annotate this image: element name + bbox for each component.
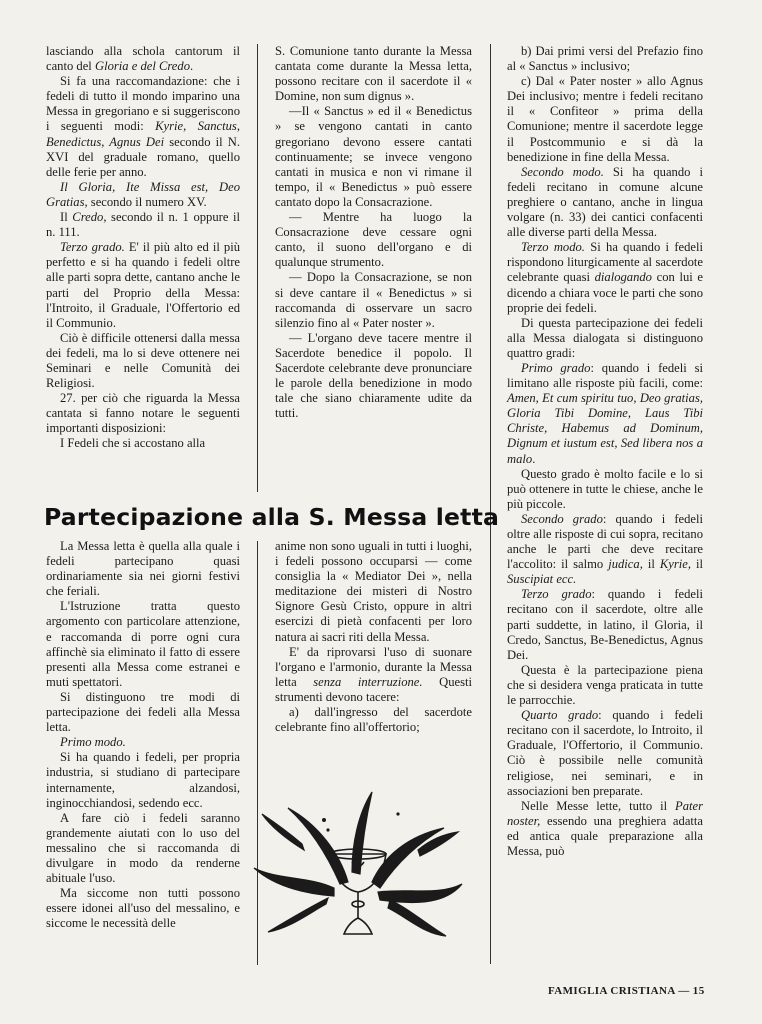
paragraph — [507, 799, 703, 859]
italic-text: Secondo grado — [521, 511, 603, 526]
section-headline: Partecipazione alla S. Messa letta — [44, 503, 500, 531]
paragraph — [275, 104, 472, 210]
text: A fare ciò i fedeli saranno grandemente aiutati con lo uso del messalino che si raccomanda di divulgare in modo da renderne abituale l'uso. — [46, 810, 240, 886]
text: anime non sono uguali in tutti i luoghi, i fedeli possono occuparsi — come consiglia la « Mediator Dei », nella meditazione dei misteri di Nostro Signore Gesù Cristo, oppure in altri esercizi di pietà confacenti per loro natura ai sacri riti della Messa. — [275, 539, 472, 644]
paragraph — [507, 587, 703, 662]
paragraph — [507, 74, 703, 165]
text: Ma siccome non tutti possono essere idonei all'uso del messalino, e siccome le necessità delle — [46, 886, 240, 931]
text: Di questa partecipazione dei fedeli alla Messa dialogata si distinguono quattro gradi: — [507, 315, 703, 360]
italic-text: Il Gloria, Ite Missa est, Deo Gratias, — [46, 179, 240, 209]
italic-text: Credo, — [72, 210, 107, 225]
chalice-illustration — [248, 784, 470, 960]
text: Questo grado è molto facile e lo si può ottenere in tutte le chiese, anche le più piccole. — [507, 466, 703, 511]
italic-text: judica, — [608, 557, 643, 572]
italic-text: Suscipiat ecc. — [507, 572, 577, 587]
italic-text: Pater noster, — [507, 798, 703, 828]
paragraph — [46, 750, 240, 810]
paragraph — [46, 331, 240, 391]
text: Si distinguono tre modi di partecipazione dei fedeli alla Messa letta. — [46, 689, 240, 735]
paragraph — [275, 44, 472, 104]
text: Il — [60, 210, 73, 225]
paragraph — [507, 708, 703, 799]
text: secondo il n. 1 oppure il n. 111. — [46, 210, 241, 240]
italic-text: Primo modo. — [60, 735, 126, 750]
italic-text: Amen, Et cum spiritu tuo, Deo gratias, Gloria Tibi Domine, Laus Tibi Christe, Habemus ad Dominum, Dignum et iustum est, Sed libera nos a malo — [507, 391, 703, 466]
text: E' il più alto ed il più perfetto e si ha quando i fedeli oltre alle parti sopra dette, cantano anche le parti del Proprio della Messa: l'Introito, il Graduale, l'Offertorio ed il Communio. — [46, 240, 240, 330]
column-top-left — [46, 44, 240, 452]
text: a) dall'ingresso del sacerdote celebrante fino all'offertorio; — [275, 705, 472, 735]
italic-text: Secondo modo. — [521, 164, 604, 179]
paragraph — [507, 44, 703, 74]
text: . — [190, 59, 194, 74]
text: — L'organo deve tacere mentre il Sacerdote benedice il popolo. Il Sacerdote celebrante deve pronunciare le parole della benedizione in modo tale che siano chiaramente udite da tutti. — [275, 330, 472, 421]
paragraph — [507, 361, 703, 467]
italic-text: Terzo modo. — [521, 240, 585, 255]
paragraph — [46, 180, 240, 210]
text: Si ha quando i fedeli rispondono liturgicamente al sacerdote celebrante quasi — [507, 240, 703, 285]
paragraph — [507, 512, 703, 587]
paragraph — [507, 663, 703, 708]
paragraph — [275, 705, 472, 735]
text: : quando i fedeli oltre alle risposte di cui sopra, recitano anche le parti che deve recitare l'accolito: il salmo — [507, 511, 704, 572]
paragraph — [507, 316, 703, 361]
text: E' da riprovarsi l'uso di suonare l'organo e l'armonio, durante la Messa letta — [275, 644, 472, 689]
paragraph — [275, 645, 472, 705]
italic-text: Gloria e del Credo — [94, 59, 190, 74]
italic-text: Kyrie, — [659, 557, 691, 572]
italic-text: senza interruzione. — [313, 674, 423, 689]
paragraph — [46, 886, 240, 931]
paragraph — [46, 391, 240, 436]
text: secondo il N. XVI del graduale romano, quello delle ferie per anno. — [46, 134, 240, 179]
text: : quando i fedeli recitano con il sacerdote, lo Introito, il Graduale, l'Offertorio, il Communio. Ciò è possibile nelle comunità religiose, nei seminari, e in associazioni ben preparate. — [507, 708, 703, 798]
paragraph — [46, 735, 240, 750]
text: : quando i fedeli recitano con il sacerdote, oltre alle parti suddette, in latino, il Gloria, il Credo, Sanctus, Be-Benedictus, Agnus Dei. — [507, 587, 703, 662]
text: Si ha quando i fedeli recitano in comune alcune preghiere o cantano, anche in lingua volgare (n. 33) dei cantici confacenti alle diverse parti della Messa. — [507, 164, 703, 240]
column-right — [507, 44, 703, 859]
text: Questi strumenti devono tacere: — [275, 674, 473, 704]
text: Questa è la partecipazione piena che si desidera venga praticata in tutte le parrocchie. — [507, 662, 703, 708]
paragraph — [507, 165, 703, 240]
paragraph — [507, 467, 703, 512]
text: lasciando alla schola cantorum il canto del — [46, 44, 240, 74]
text: Ciò è difficile ottenersi dalla messa dei fedeli, ma lo si deve ottenere nei Seminari e nelle Comunità dei Religiosi. — [46, 330, 240, 391]
paragraph — [46, 74, 240, 180]
italic-text: dialogando — [594, 270, 652, 285]
text: Si fa una raccomandazione: che i fedeli di tutto il mondo imparino una Messa in gregoriano e si suggeriscono i seguenti modi: — [46, 74, 240, 134]
column-top-middle — [275, 44, 472, 421]
text: con lui e dicendo a chiara voce le parti che sono proprie dei fedeli. — [507, 270, 703, 315]
paragraph — [46, 599, 240, 690]
text: il — [642, 557, 660, 572]
italic-text: Quarto grado — [521, 708, 599, 723]
text: —Il « Sanctus » ed il « Benedictus » se vengono cantati in canto gregoriano devono essere cantati continuamente; se invece vengono cantati in musica e non vi rimane il tempo, il « Benedictus » può essere cantato dopo la Consacrazione. — [275, 104, 472, 209]
paragraph — [46, 240, 240, 331]
paragraph — [275, 270, 472, 330]
text: . — [532, 451, 536, 466]
italic-text: Kyrie, Sanctus, Benedictus, Agnus Dei — [46, 119, 240, 149]
column-bottom-left — [46, 539, 240, 931]
text: L'Istruzione tratta questo argomento con particolare attenzione, e raccomanda di porre ogni cura affinchè sia eliminato il fatto di essere presenti alla Messa come estranei e muti spettatori. — [46, 599, 240, 689]
column-divider-left — [257, 44, 258, 492]
text: S. Comunione tanto durante la Messa cantata come durante la Messa letta, possono recitare con il sacerdote il « Domine, non sum dignus ». — [275, 44, 472, 104]
column-bottom-middle — [275, 539, 472, 735]
paragraph — [46, 690, 240, 735]
italic-text: Terzo grado. — [60, 240, 125, 255]
text: Si ha quando i fedeli, per propria industria, si studiano di partecipare internamente, alzandosi, inginocchiandosi, sedendo ecc. — [46, 750, 240, 810]
page-footer: FAMIGLIA CRISTIANA — 15 — [548, 985, 705, 997]
text: : quando i fedeli si limitano alle risposte più facili, come: — [507, 360, 703, 391]
text: c) Dal « Pater noster » allo Agnus Dei inclusivo; mentre i fedeli recitano il « Confiteor » prima della Comunione; mentre il sacerdote legge il Postcommunio e si dà la benedizione in fine della Messa. — [507, 74, 703, 164]
paragraph — [46, 44, 240, 74]
text: Nelle Messe lette, tutto il — [521, 798, 676, 813]
text: I Fedeli che si accostano alla — [60, 436, 206, 451]
paragraph — [275, 331, 472, 422]
italic-text: Primo grado — [521, 360, 591, 375]
text: 27. per ciò che riguarda la Messa cantata si fanno notare le seguenti importanti disposizioni: — [46, 391, 240, 436]
paragraph — [46, 436, 240, 451]
text: il — [691, 557, 703, 572]
italic-text: Terzo grado — [521, 587, 592, 602]
text: essendo una preghiera adatta ed antica quale preparazione alla Messa, può — [507, 813, 703, 858]
text: b) Dai primi versi del Prefazio fino al « Sanctus » inclusivo; — [507, 44, 703, 74]
paragraph — [46, 539, 240, 599]
paragraph — [46, 811, 240, 886]
text: — Mentre ha luogo la Consacrazione deve cessare ogni canto, il suono dell'organo e di qualunque strumento. — [275, 210, 472, 270]
paragraph — [46, 210, 240, 240]
text: — Dopo la Consacrazione, se non si deve cantare il « Benedictus » si raccomanda di osservare un sacro silenzio fino al « Pater noster ». — [275, 270, 472, 330]
paragraph — [275, 210, 472, 270]
paragraph — [275, 539, 472, 645]
paragraph — [507, 240, 703, 315]
text: La Messa letta è quella alla quale i fedeli partecipano quasi ordinariamente sia nei giorni festivi che feriali. — [46, 539, 240, 599]
text: secondo il numero XV. — [87, 194, 207, 209]
